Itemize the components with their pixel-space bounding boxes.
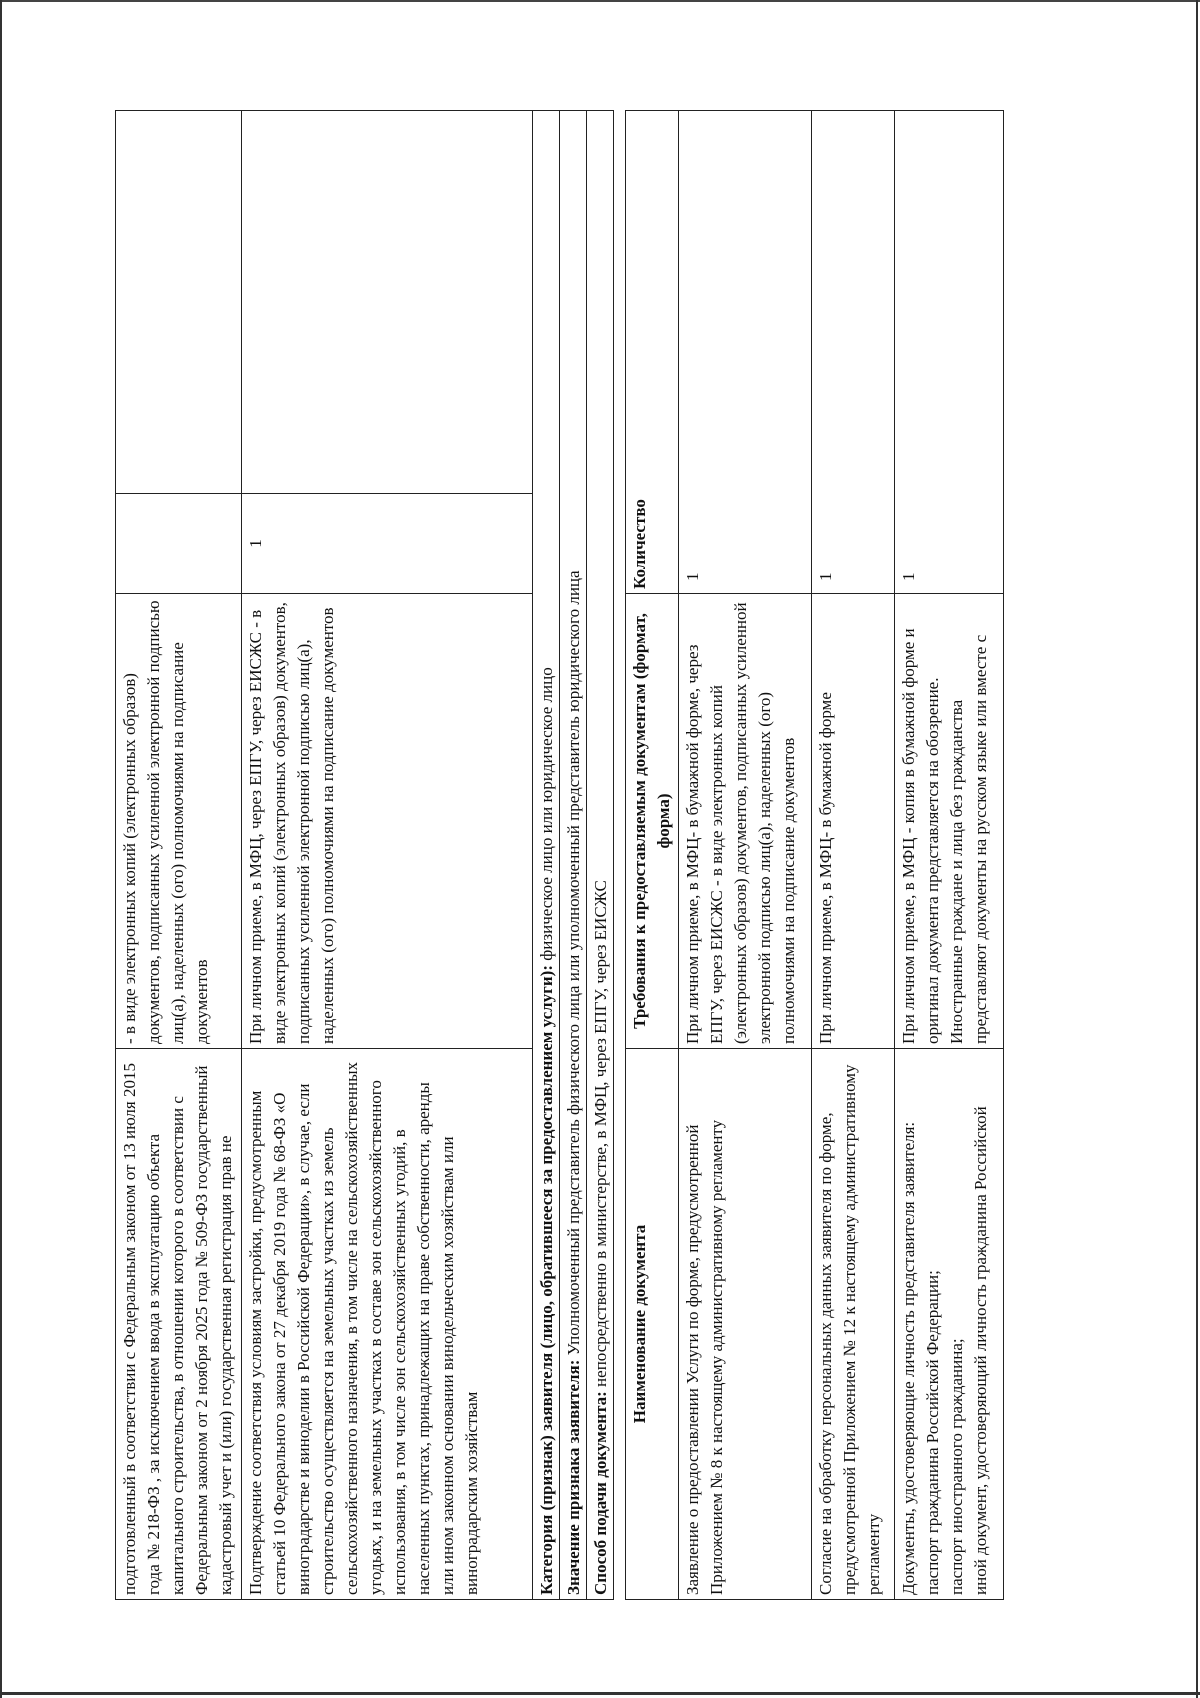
- rotated-table: [115, 110, 625, 1600]
- sign-line: [560, 109, 586, 1599]
- table-row: [115, 110, 242, 1600]
- table-header-row: [625, 110, 679, 1600]
- table-row: [241, 110, 533, 1600]
- rotated-table-docs: [625, 110, 1045, 1600]
- quantity-cell: 1: [679, 109, 811, 594]
- scan-edge-right: [1196, 0, 1198, 1698]
- category-value: физическое лицо или юридическое лицо: [537, 667, 556, 965]
- method-label: Способ подачи документа:: [591, 1391, 610, 1595]
- document-name-cell: подготовленный в соответствии с Федеральным законом от 13 июля 2015 года № 218-ФЗ , за исключением ввода в эксплуатацию объекта капитального строительства, в отношении которого в соответствии с Федеральным законом от 2 ноября 2025 года № 509-ФЗ государственный кадастровый учет и (или) государственная регистрация прав не: [120, 1063, 235, 1595]
- doc-line: паспорт иностранного гражданина;: [947, 1338, 966, 1595]
- table-row: [811, 110, 895, 1600]
- quantity-cell: 1: [895, 109, 1003, 594]
- category-label: Категория (признак) заявителя (лицо, обратившееся за предоставлением услуги):: [537, 964, 556, 1595]
- sign-label: Значение признака заявителя:: [564, 1359, 583, 1595]
- doc-line: иной документ, удостоверяющий личность гражданина Российской: [971, 1106, 990, 1595]
- scan-edge-top: [0, 0, 1200, 2]
- document-name-cell: [895, 1049, 1003, 1599]
- requirements-cell: При личном приеме, в МФЦ- в бумажной форме, через ЕПГУ, через ЕИСЖС - в виде электронных копий (электронных образов) документов, подписанных усиленной электронной подписью лиц(а), наделенных (ого) полномочиями на подписание документов: [679, 594, 811, 1049]
- document-name-cell: Подтверждение соответствия условиям застройки, предусмотренным статьей 10 Федерального закона от 27 декабря 2019 года № 68-ФЗ «О виноградарстве и виноделии в Российской Федерации», в случае, если строительство осуществляется на земельных участках из земель сельскохозяйственного назначения, в том числе на сельскохозяйственных угодьях, и на земельных участках в составе зон сельскохозяйственного использования, в том числе зон сельскохозяйственных угодий, в населенных пунктах, принадлежащих на праве собственности, аренды или ином законном основании винодельческим хозяйствам или виноградарским хозяйствам: [246, 1061, 481, 1595]
- table-row: [894, 110, 1004, 1600]
- quantity-cell: 1: [812, 109, 894, 594]
- quantity-cell: [116, 494, 241, 594]
- header-requirements: Требования к предоставляемым документам (формат, форма): [626, 594, 678, 1049]
- scan-edge-bottom: [0, 1692, 1200, 1695]
- sign-value: Уполномоченный представитель физического лица или уполномоченный представитель юридического лица: [564, 570, 583, 1360]
- extra-cell: [242, 109, 532, 494]
- doc-line: Документы, удостоверяющие личность представителя заявителя:: [899, 1121, 918, 1595]
- doc-line: паспорт гражданина Российской Федерации;: [923, 1270, 942, 1595]
- method-value: непосредственно в министерстве, в МФЦ, через ЕПГУ, через ЕИСЖС: [591, 880, 610, 1392]
- quantity-cell: 1: [242, 494, 532, 594]
- table-row: [678, 110, 812, 1600]
- requirements-cell: При личном приеме, в МФЦ - копия в бумажной форме и оригинал документа представляется на обозрение. Иностранные граждане и лица без гражданства представляют документы на русском языке или вместе с: [895, 594, 1003, 1049]
- method-line: [587, 109, 613, 1599]
- sign-row: [559, 110, 587, 1600]
- document-name-cell: Согласие на обработку персональных данных заявителя по форме, предусмотренной Приложением № 12 к настоящему административному регламенту: [816, 1064, 883, 1595]
- scan-edge-left: [0, 0, 2, 1698]
- header-quantity: Количество: [626, 109, 678, 594]
- requirements-cell: - в виде электронных копий (электронных образов) документов, подписанных усиленной электронной подписью лиц(а), наделенных (ого) полномочиями на подписание документов: [116, 594, 241, 1049]
- extra-cell: [116, 109, 241, 494]
- category-line: [533, 109, 559, 1599]
- header-document-name: Наименование документа: [630, 1224, 649, 1424]
- requirements-cell: При личном приеме, в МФЦ- в бумажной форме: [812, 594, 894, 1049]
- document-name-cell: Заявление о предоставлении Услуги по форме, предусмотренной Приложением № 8 к настоящему административному регламенту: [683, 1119, 726, 1595]
- requirements-cell: При личном приеме, в МФЦ, через ЕПГУ, через ЕИСЖС - в виде электронных копий (электронных образов) документов, подписанных усиленной электронной подписью лиц(а), наделенных (ого) полномочиями на подписание документов: [242, 594, 532, 1049]
- category-row: [532, 110, 560, 1600]
- method-row: [586, 110, 614, 1600]
